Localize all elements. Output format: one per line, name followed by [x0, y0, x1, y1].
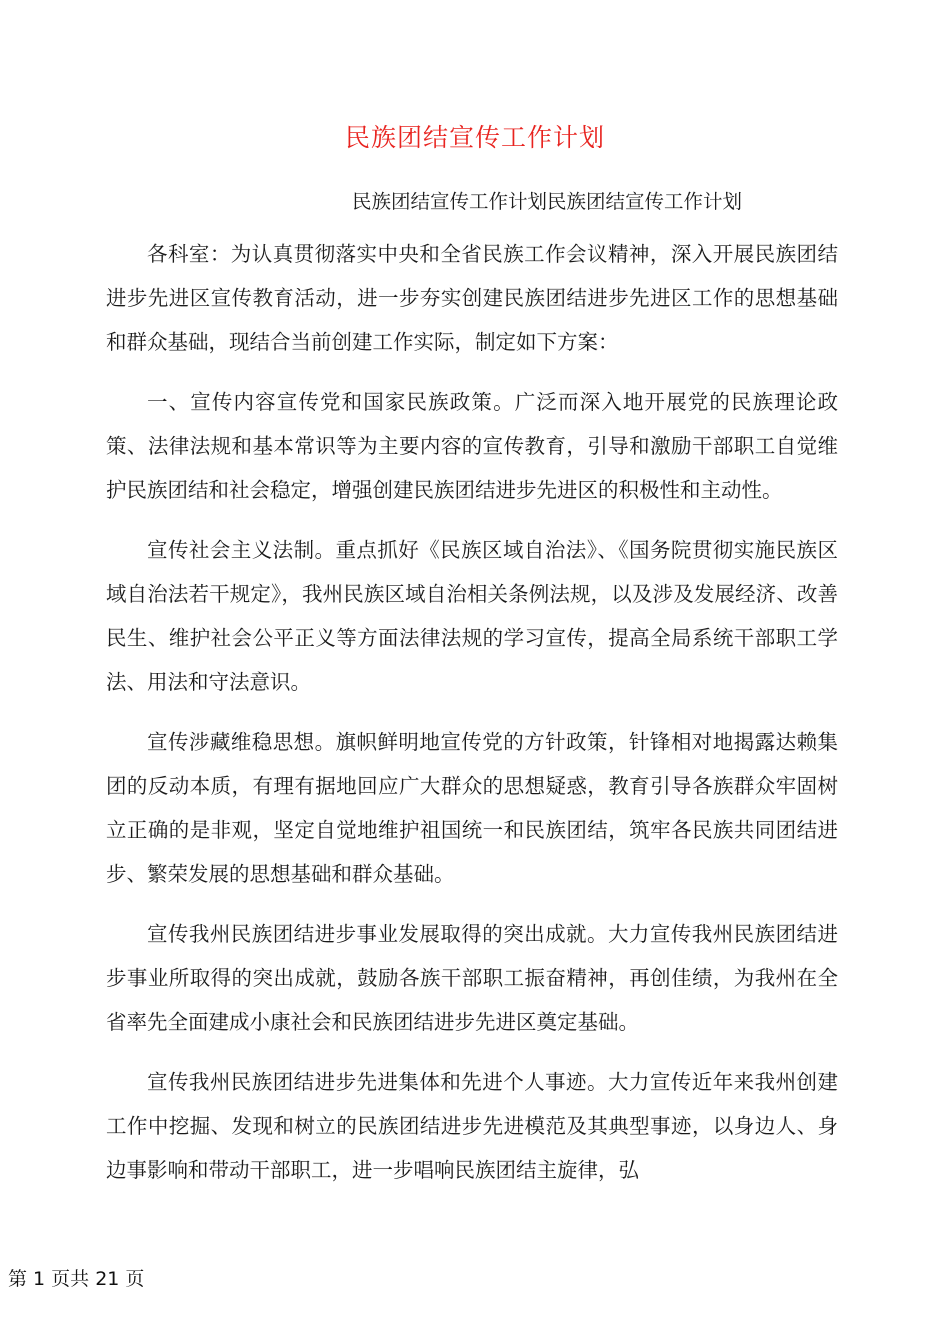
paragraph-stability: 宣传涉藏维稳思想。旗帜鲜明地宣传党的方针政策，针锋相对地揭露达赖集团的反动本质，有理有据地回应广大群众的思想疑惑，教育引导各族群众牢固树立正确的是非观，坚定自觉地维护祖国统一和民族团结，筑牢各民族共同团结进步、繁荣发展的思想基础和群众基础。 — [106, 730, 838, 886]
paragraph-policy: 一、宣传内容宣传党和国家民族政策。广泛而深入地开展党的民族理论政策、法律法规和基本常识等为主要内容的宣传教育，引导和激励干部职工自觉维护民族团结和社会稳定，增强创建民族团结进步先进区的积极性和主动性。 — [106, 390, 838, 502]
document-body — [106, 232, 838, 1208]
document-subtitle: 民族团结宣传工作计划民族团结宣传工作计划 — [352, 190, 743, 213]
paragraph-legal: 宣传社会主义法制。重点抓好《民族区域自治法》、《国务院贯彻实施民族区域自治法若干规定》，我州民族区域自治相关条例法规，以及涉及发展经济、改善民生、维护社会公平正义等方面法律法规的学习宣传，提高全局系统干部职工学法、用法和守法意识。 — [106, 538, 838, 694]
paragraph-intro: 各科室：为认真贯彻落实中央和全省民族工作会议精神，深入开展民族团结进步先进区宣传教育活动，进一步夯实创建民族团结进步先进区工作的思想基础和群众基础，现结合当前创建工作实际，制定如下方案： — [106, 242, 838, 354]
paragraph-achievements: 宣传我州民族团结进步事业发展取得的突出成就。大力宣传我州民族团结进步事业所取得的突出成就，鼓励各族干部职工振奋精神，再创佳绩，为我州在全省率先全面建成小康社会和民族团结进步先进区奠定基础。 — [106, 922, 838, 1034]
paragraph-models: 宣传我州民族团结进步先进集体和先进个人事迹。大力宣传近年来我州创建工作中挖掘、发现和树立的民族团结进步先进模范及其典型事迹，以身边人、身边事影响和带动干部职工，进一步唱响民族团结主旋律，弘 — [106, 1070, 838, 1182]
page-number-footer: 第 1 页共 21 页 — [8, 1268, 145, 1290]
document-title: 民族团结宣传工作计划 — [344, 123, 605, 152]
